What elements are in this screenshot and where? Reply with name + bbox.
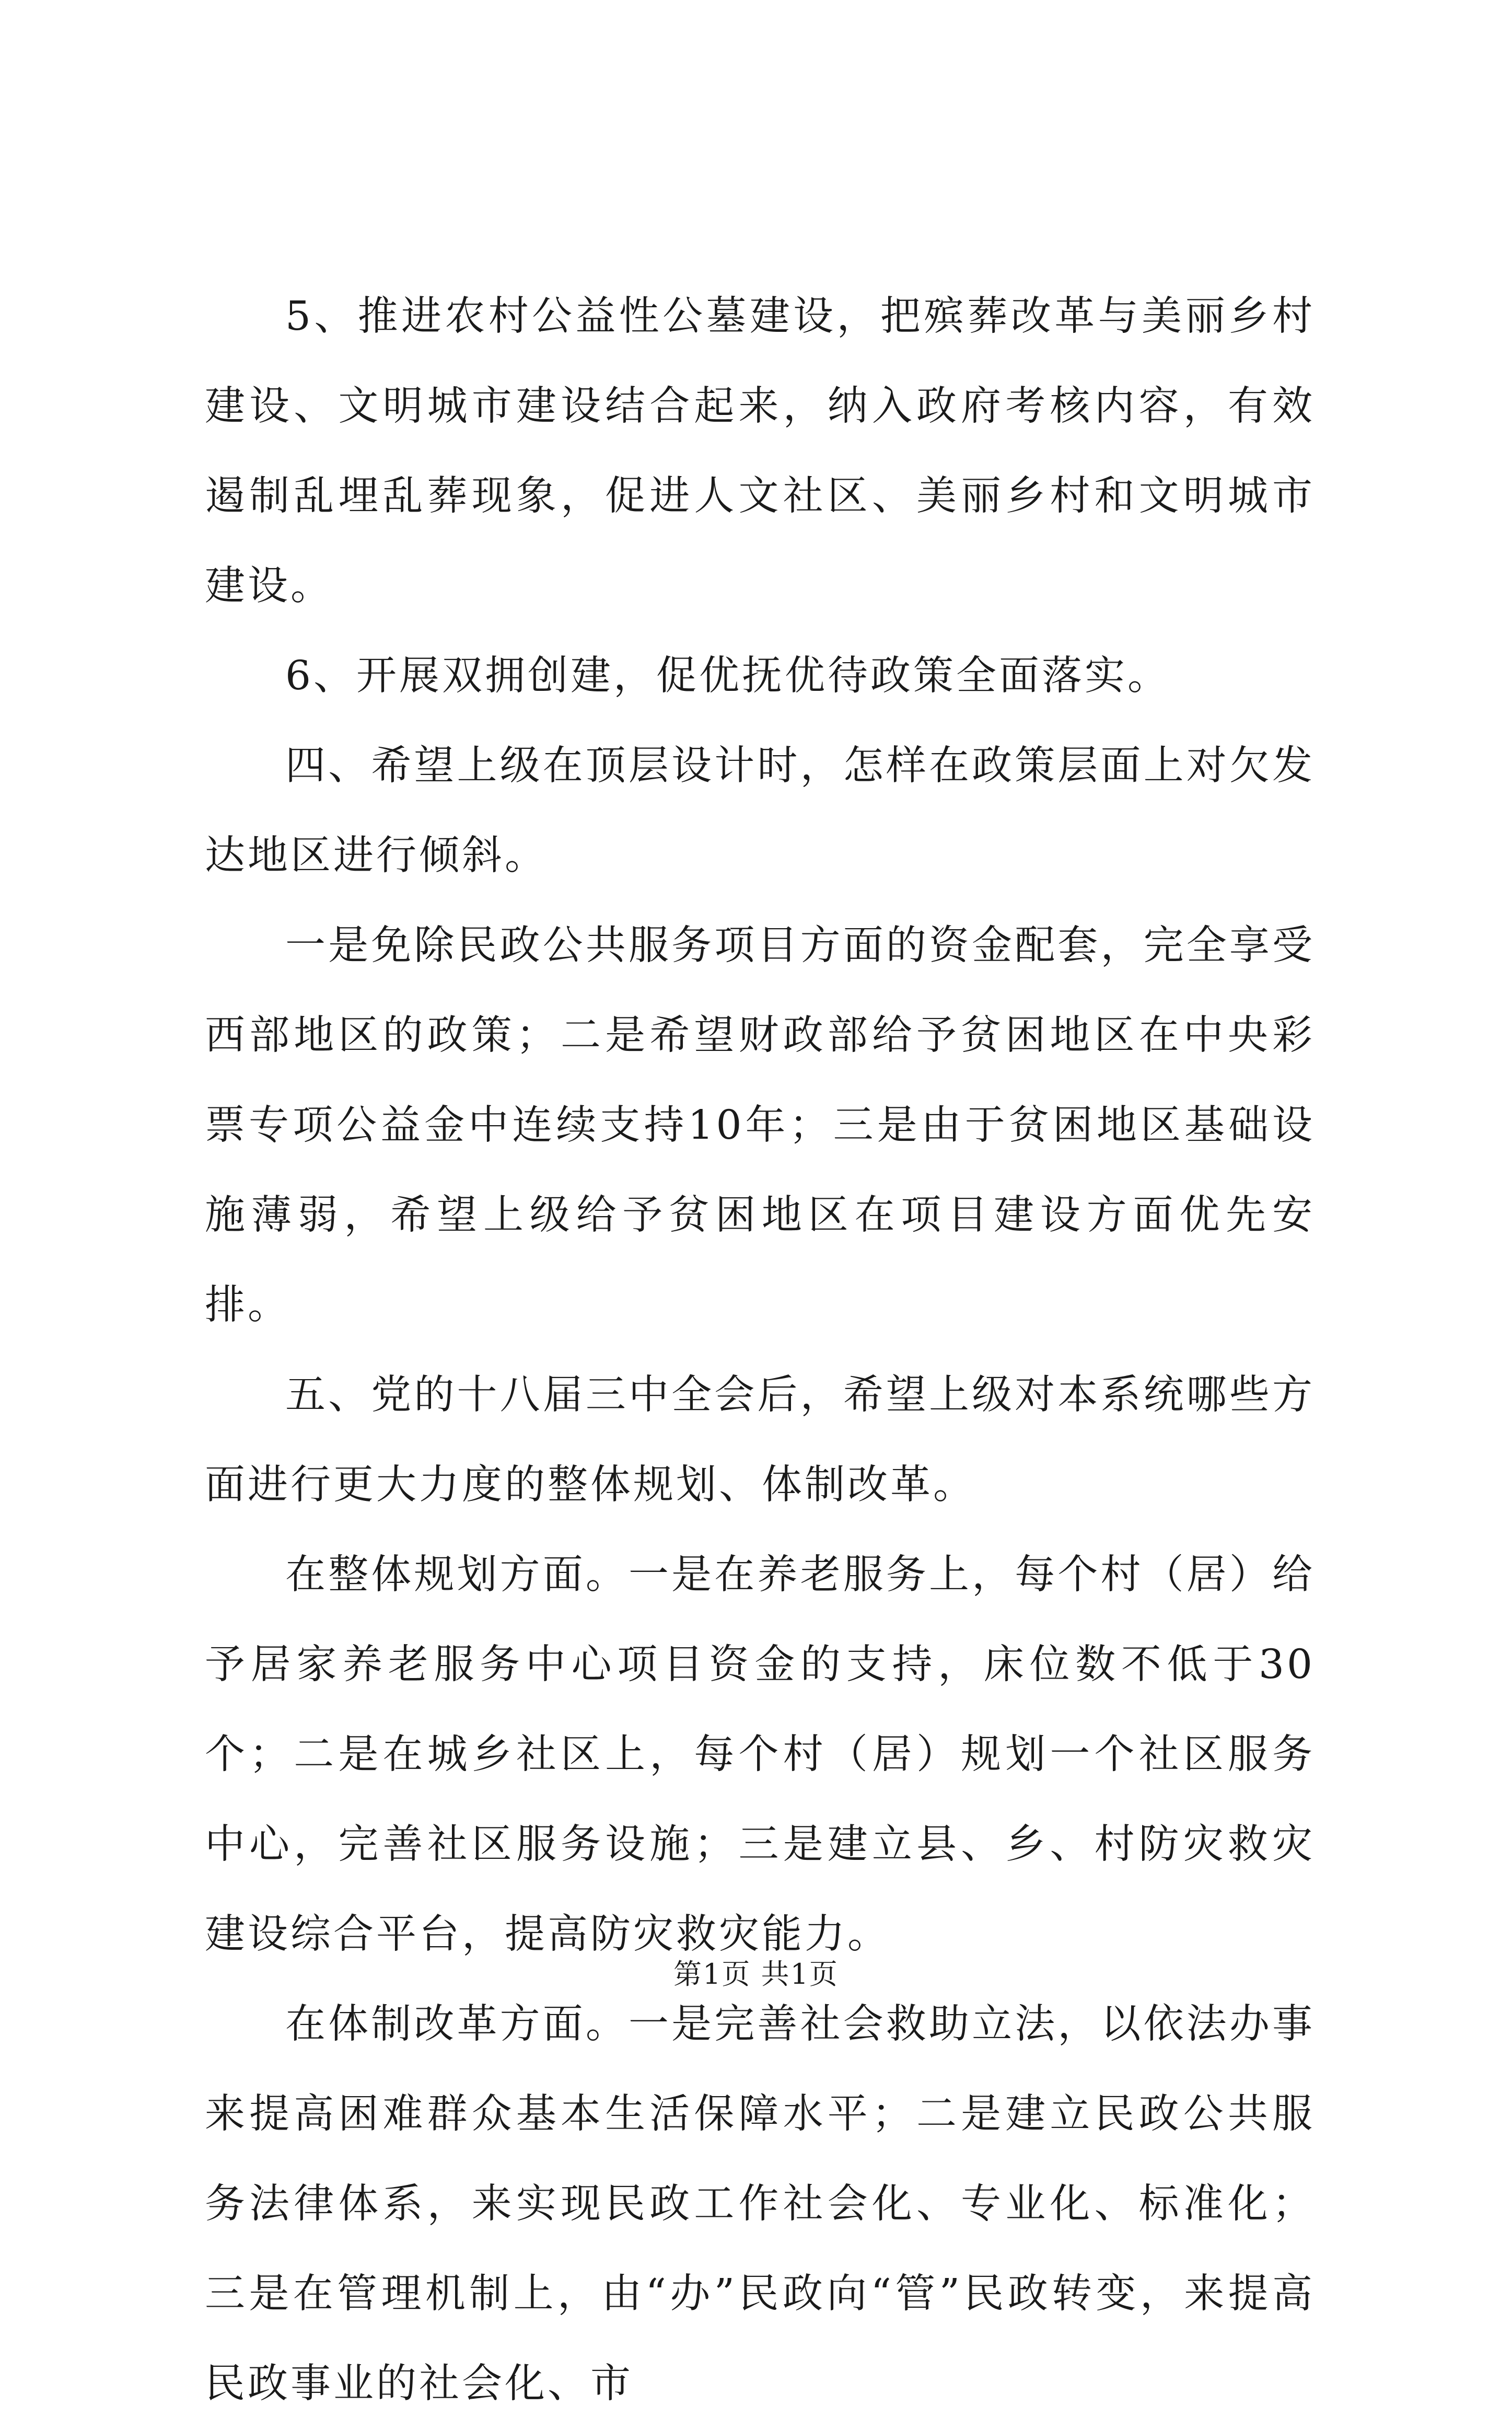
section-heading-4: 四、希望上级在顶层设计时，怎样在政策层面上对欠发达地区进行倾斜。 (205, 743, 1315, 879)
paragraph-item-6: 6、开展双拥创建，促优抚优待政策全面落实。 (285, 653, 1170, 699)
document-body (205, 272, 1315, 2429)
paragraph-overall-planning: 在整体规划方面。一是在养老服务上，每个村（居）给予居家养老服务中心项目资金的支持，床位数不低于30个；二是在城乡社区上，每个村（居）规划一个社区服务中心，完善社区服务设施；三是建立县、乡、村防灾救灾建设综合平台，提高防灾救灾能力。 (205, 1552, 1315, 1958)
page-footer: 第1页 共1页 (673, 1958, 839, 1991)
section-heading-5: 五、党的十八届三中全会后，希望上级对本系统哪些方面进行更大力度的整体规划、体制改革。 (205, 1372, 1315, 1508)
paragraph-policy-tilt: 一是免除民政公共服务项目方面的资金配套，完全享受西部地区的政策；二是希望财政部给予贫困地区在中央彩票专项公益金中连续支持10年；三是由于贫困地区基础设施薄弱，希望上级给予贫困地区在项目建设方面优先安排。 (205, 922, 1315, 1328)
paragraph-system-reform: 在体制改革方面。一是完善社会救助立法，以依法办事来提高困难群众基本生活保障水平；二是建立民政公共服务法律体系，来实现民政工作社会化、专业化、标准化；三是在管理机制上，由“办”民政向“管”民政转变，来提高民政事业的社会化、市 (205, 2001, 1315, 2407)
paragraph-item-5: 5、推进农村公益性公墓建设，把殡葬改革与美丽乡村建设、文明城市建设结合起来，纳入政府考核内容，有效遏制乱埋乱葬现象，促进人文社区、美丽乡村和文明城市建设。 (205, 293, 1315, 609)
